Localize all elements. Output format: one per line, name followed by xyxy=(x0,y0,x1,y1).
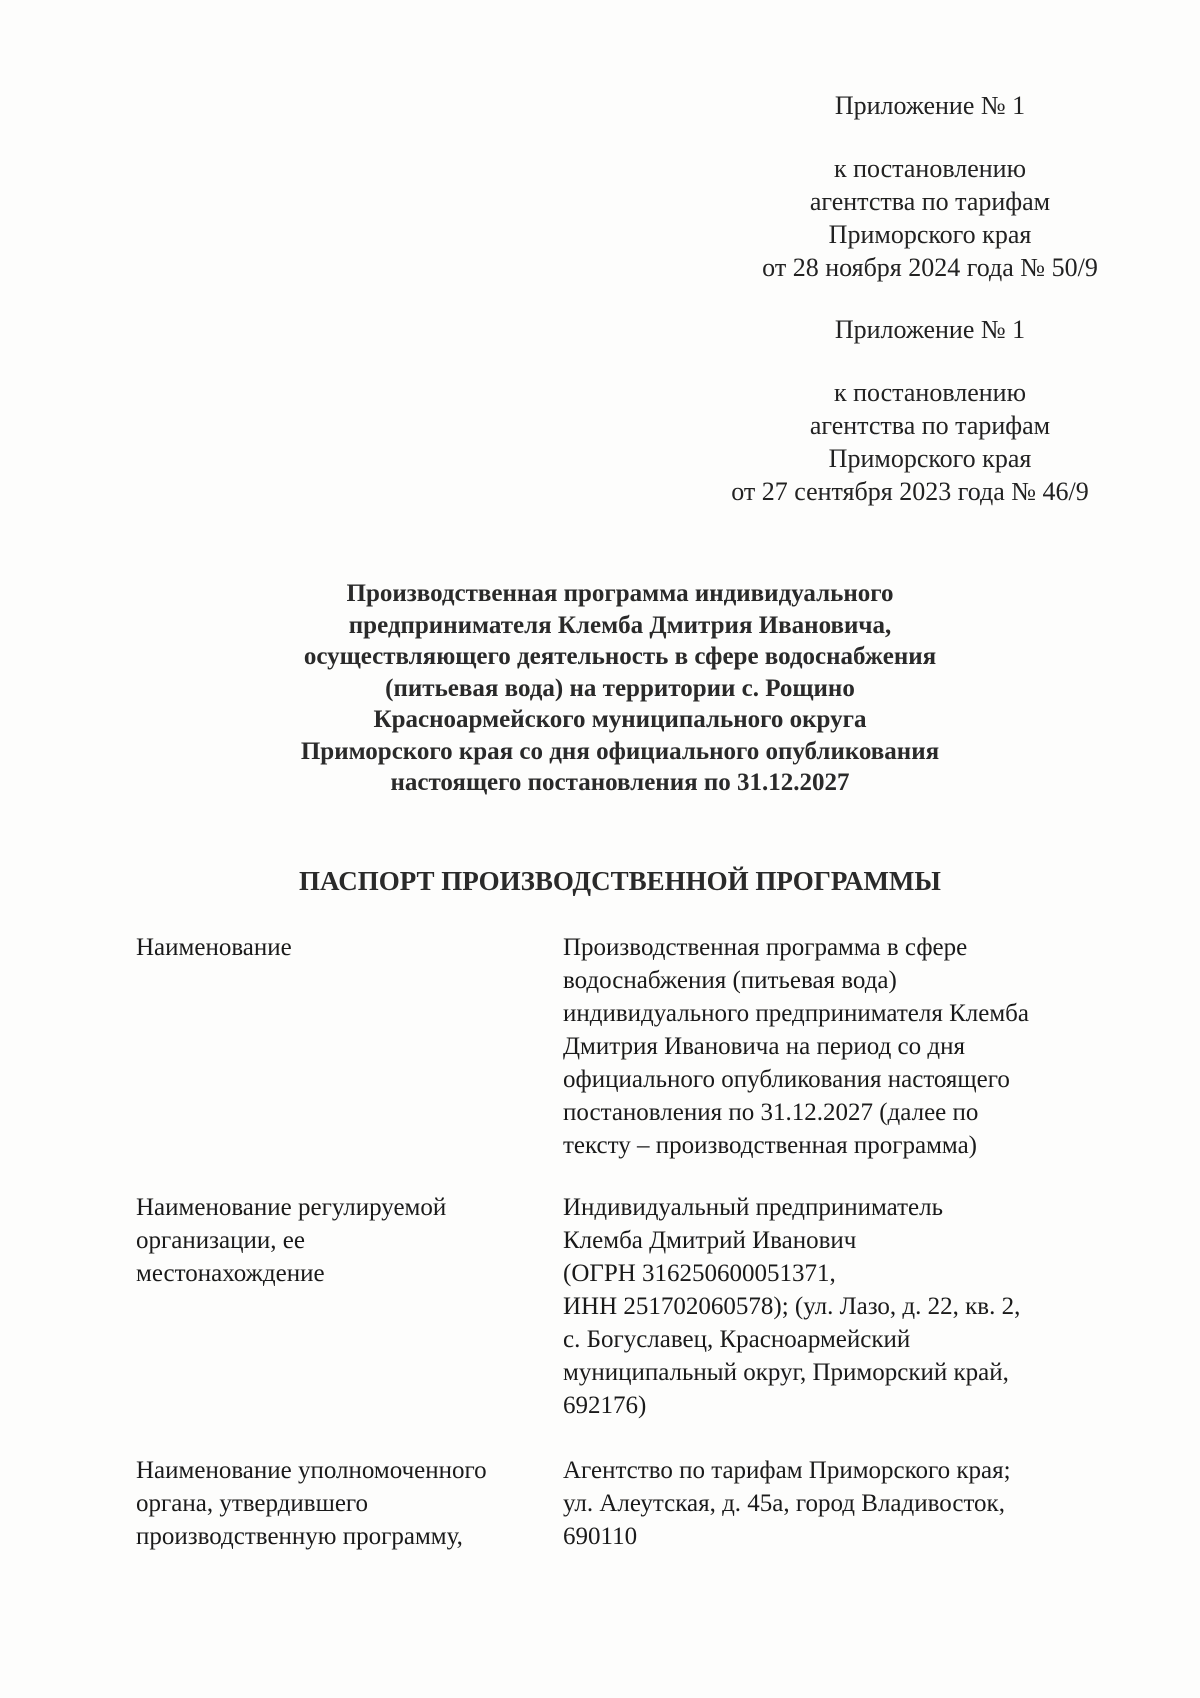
label-line: Наименование уполномоченного xyxy=(136,1457,487,1484)
program-title-line: настоящего постановления по 31.12.2027 xyxy=(390,769,850,796)
program-title-line: Приморского края со дня официального опубликования xyxy=(300,737,940,765)
value-line: индивидуального предпринимателя Клемба xyxy=(563,1000,1029,1027)
value-line: ИНН 251702060578); (ул. Лазо, д. 22, кв. 2, xyxy=(563,1293,1021,1320)
appendix-header-current xyxy=(720,89,1140,284)
passport-row-label xyxy=(136,931,556,964)
value-line: Дмитрия Ивановича на период со дня xyxy=(563,1033,965,1060)
label-line: организации, ее xyxy=(136,1227,305,1254)
passport-row-value xyxy=(563,1191,1103,1422)
appendix-line: Приморского края xyxy=(828,220,1032,249)
value-line: ул. Алеутская, д. 45а, город Владивосток, xyxy=(563,1490,1005,1517)
passport-row-value xyxy=(563,1454,1103,1553)
program-title-line: предпринимателя Клемба Дмитрия Ивановича, xyxy=(348,611,892,639)
passport-heading: ПАСПОРТ ПРОИЗВОДСТВЕННОЙ ПРОГРАММЫ xyxy=(299,866,941,896)
value-line: Индивидуальный предприниматель xyxy=(563,1194,943,1221)
appendix-date-line: от 27 сентября 2023 года № 46/9 xyxy=(731,477,1089,506)
value-line: тексту – производственная программа) xyxy=(563,1132,978,1159)
program-title xyxy=(220,578,1020,799)
program-title-line: Красноармейского муниципального округа xyxy=(373,706,867,733)
label-line: местонахождение xyxy=(136,1260,325,1287)
value-line: постановления по 31.12.2027 (далее по xyxy=(563,1099,979,1126)
value-line: водоснабжения (питьевая вода) xyxy=(563,967,897,994)
appendix-title: Приложение № 1 xyxy=(834,91,1026,120)
passport-row-label xyxy=(136,1191,556,1290)
label-line: Наименование регулируемой xyxy=(136,1194,447,1221)
appendix-line: агентства по тарифам xyxy=(809,411,1051,440)
label-line: Наименование xyxy=(136,934,292,961)
label-line: органа, утвердившего xyxy=(136,1490,369,1517)
value-line: Клемба Дмитрий Иванович xyxy=(563,1227,857,1254)
appendix-date-line: от 28 ноября 2024 года № 50/9 xyxy=(762,253,1098,282)
program-title-line: (питьевая вода) на территории с. Рощино xyxy=(385,674,855,702)
value-line: (ОГРН 316250600051371, xyxy=(563,1260,836,1287)
appendix-header-previous xyxy=(720,313,1140,508)
value-line: 690110 xyxy=(563,1523,638,1550)
value-line: официального опубликования настоящего xyxy=(563,1066,1010,1093)
passport-row-label xyxy=(136,1454,556,1553)
appendix-line: агентства по тарифам xyxy=(809,187,1051,216)
label-line: производственную программу, xyxy=(136,1523,463,1550)
value-line: муниципальный округ, Приморский край, xyxy=(563,1359,1009,1386)
value-line: с. Богуславец, Красноармейский xyxy=(563,1326,911,1353)
appendix-line: Приморского края xyxy=(828,444,1032,473)
appendix-title: Приложение № 1 xyxy=(834,315,1026,344)
value-line: Производственная программа в сфере xyxy=(563,934,968,961)
appendix-line: к постановлению xyxy=(833,154,1027,183)
value-line: Агентство по тарифам Приморского края; xyxy=(563,1457,1011,1484)
appendix-line: к постановлению xyxy=(833,378,1027,407)
value-line: 692176) xyxy=(563,1392,647,1419)
passport-row-value xyxy=(563,931,1103,1162)
program-title-line: Производственная программа индивидуального xyxy=(346,580,894,607)
program-title-line: осуществляющего деятельность в сфере водоснабжения xyxy=(303,643,937,670)
